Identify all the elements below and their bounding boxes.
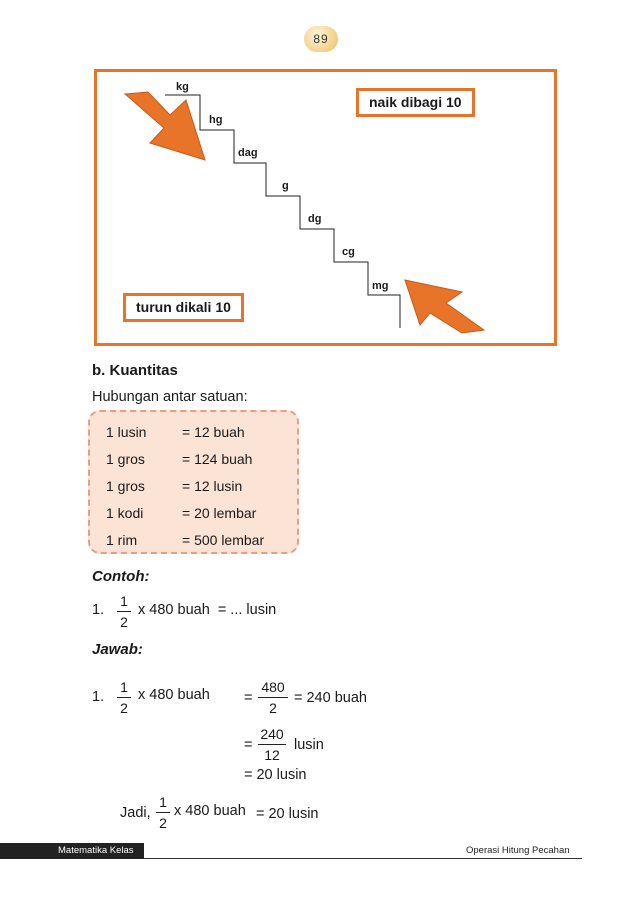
relation-right: = 124 buah xyxy=(182,451,253,467)
fraction-bar xyxy=(258,697,288,698)
staircase-svg xyxy=(0,0,638,400)
fraction-numerator: 1 xyxy=(120,679,128,695)
unit-hg: hg xyxy=(209,114,223,126)
unit-g: g xyxy=(282,180,289,192)
example-label: Contoh: xyxy=(92,568,150,585)
equals-sign: = xyxy=(244,690,253,706)
conclusion-result: = 20 lusin xyxy=(256,806,319,822)
answer-label: Jawab: xyxy=(92,641,143,658)
down-arrow-icon xyxy=(125,92,205,160)
up-label: naik dibagi 10 xyxy=(356,88,475,117)
example-number: 1. xyxy=(92,602,105,618)
fraction-denominator: 2 xyxy=(120,700,128,716)
relation-left: 1 lusin xyxy=(106,424,147,440)
footer-book-title: Matematika Kelas VI xyxy=(0,843,144,859)
relation-right: = 12 lusin xyxy=(182,478,243,494)
example-fraction xyxy=(117,592,131,631)
unit-cg: cg xyxy=(342,246,355,258)
footer-chapter-title: Operasi Hitung Pecahan xyxy=(466,845,570,856)
fraction-bar xyxy=(156,812,170,813)
relation-right: = 12 buah xyxy=(182,424,245,440)
relation-left: 1 gros xyxy=(106,478,145,494)
result-2: lusin xyxy=(294,737,324,753)
section-intro: Hubungan antar satuan: xyxy=(92,389,248,405)
fraction-numerator: 240 xyxy=(260,726,284,742)
answer-fraction-2 xyxy=(258,678,288,717)
relations-box xyxy=(88,410,299,554)
answer-expression-1: x 480 buah xyxy=(138,687,210,703)
down-label: turun dikali 10 xyxy=(123,293,244,322)
relation-right: = 500 lembar xyxy=(182,532,265,548)
fraction-denominator: 2 xyxy=(269,700,277,716)
fraction-numerator: 1 xyxy=(159,794,167,810)
answer-number: 1. xyxy=(92,689,105,705)
relation-left: 1 gros xyxy=(106,451,145,467)
fraction-numerator: 480 xyxy=(261,679,285,695)
page-number: 89 xyxy=(304,26,338,52)
unit-kg: kg xyxy=(176,81,189,93)
fraction-denominator: 2 xyxy=(120,614,128,630)
relation-right: = 20 lembar xyxy=(182,505,257,521)
fraction-denominator: 12 xyxy=(264,747,280,763)
equals-sign: = xyxy=(244,737,253,753)
unit-mg: mg xyxy=(372,280,389,292)
answer-fraction-3 xyxy=(258,725,286,764)
answer-fraction-1 xyxy=(117,678,131,717)
conclusion-expression: x 480 buah xyxy=(174,803,246,819)
fraction-bar xyxy=(117,611,131,612)
up-arrow-icon xyxy=(405,280,484,333)
conclusion-label: Jadi, xyxy=(120,805,151,821)
result-1: = 240 buah xyxy=(294,690,367,706)
fraction-bar xyxy=(258,744,286,745)
fraction-bar xyxy=(117,697,131,698)
fraction-denominator: 2 xyxy=(159,815,167,831)
relation-left: 1 kodi xyxy=(106,505,144,521)
result-3: = 20 lusin xyxy=(244,767,307,783)
section-heading: b. Kuantitas xyxy=(92,362,178,379)
unit-dag: dag xyxy=(238,147,258,159)
relation-left: 1 rim xyxy=(106,532,138,548)
conclusion-fraction xyxy=(156,793,170,832)
example-expression: x 480 buah = ... lusin xyxy=(138,602,277,618)
unit-dg: dg xyxy=(308,213,322,225)
fraction-numerator: 1 xyxy=(120,593,128,609)
